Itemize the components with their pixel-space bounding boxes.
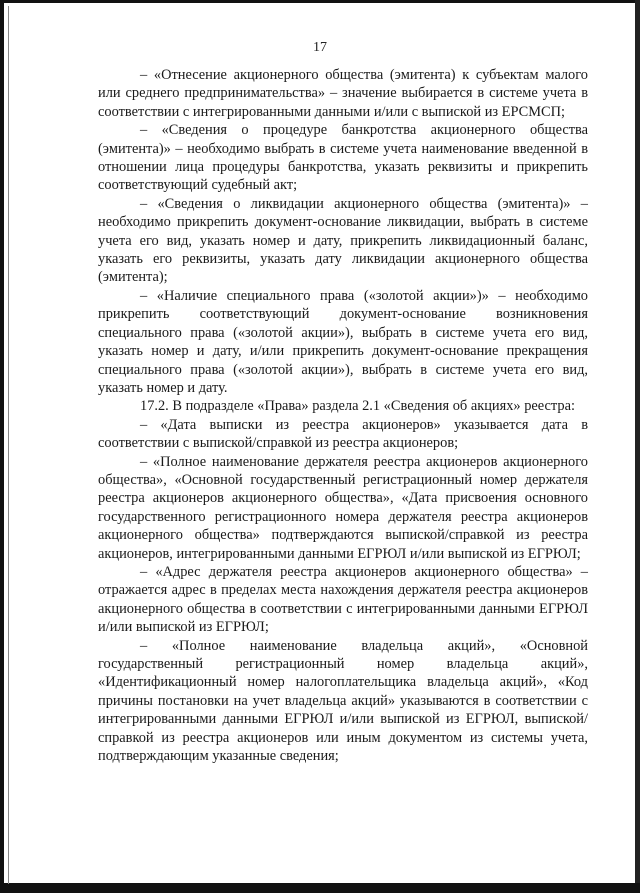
scan-border-top bbox=[0, 0, 640, 3]
page-number: 17 bbox=[313, 40, 327, 55]
document-body bbox=[98, 66, 588, 765]
paragraph-registrar-address: – «Адрес держателя реестра акционеров акционерного общества» – отражается адрес в пределах места нахождения держателя реестра акционеров акционерного общества в соответствии с интегрированными данными ЕГРЮЛ и/или выпиской из ЕГРЮЛ; bbox=[98, 563, 588, 636]
scan-margin-line bbox=[8, 6, 9, 884]
scan-border-bottom bbox=[0, 883, 640, 893]
paragraph-owner-details: – «Полное наименование владельца акций», «Основной государственный регистрационный номер владельца акций», «Идентификационный номер налогоплательщика владельца акций», «Код причины постановки на учет владельца акций» указываются в соответствии с интегрированными данными ЕГРЮЛ и/или выпиской из ЕГРЮЛ, выпиской/справкой из реестра акционеров или иным документом из системы учета, подтверждающим указанные сведения; bbox=[98, 637, 588, 765]
paragraph-bankruptcy: – «Сведения о процедуре банкротства акционерного общества (эмитента)» – необходимо выбрать в системе учета наименование введенной в отношении лица процедуры банкротства, указать реквизиты и прикрепить соответствующий судебный акт; bbox=[98, 122, 588, 194]
section-heading-17-2: 17.2. В подразделе «Права» раздела 2.1 «Сведения об акциях» реестра: bbox=[140, 398, 575, 415]
paragraph-extract-date: – «Дата выписки из реестра акционеров» указывается дата в соответствии с выпиской/справкой из реестра акционеров; bbox=[98, 416, 588, 452]
paragraph-liquidation: – «Сведения о ликвидации акционерного общества (эмитента)» – необходимо прикрепить документ-основание ликвидации, выбрать в системе учета его вид, указать номер и дату, прикрепить ликвидационный баланс, указать его реквизиты, указать дату ликвидации акционерного общества (эмитента); bbox=[98, 195, 588, 286]
scan-border-left bbox=[0, 0, 4, 893]
paragraph-golden-share: – «Наличие специального права («золотой акции»)» – необходимо прикрепить соответствующий документ-основание возникновения специального права («золотой акции»), выбрать в системе учета его вид, указать номер и дату, и/или прикрепить документ-основание прекращения специального права («золотой акции»), выбрать в системе учета его вид, указать номер и дату. bbox=[98, 287, 588, 396]
paragraph-smb-status: – «Отнесение акционерного общества (эмитента) к субъектам малого или среднего предпринимательства» – значение выбирается в системе учета в соответствии с интегрированными данными и/или с выпиской из ЕРСМСП; bbox=[98, 67, 588, 120]
paragraph-registrar-name: – «Полное наименование держателя реестра акционеров акционерного общества», «Основной государственный регистрационный номер держателя реестра акционеров акционерного общества», «Дата присвоения основного государственного регистрационного номера держателя реестра акционеров акционерного общества» подтверждаются выпиской/справкой из реестра акционеров, интегрированными данными ЕГРЮЛ и/или выпиской из ЕГРЮЛ; bbox=[98, 453, 588, 562]
scan-border-right bbox=[635, 0, 640, 893]
